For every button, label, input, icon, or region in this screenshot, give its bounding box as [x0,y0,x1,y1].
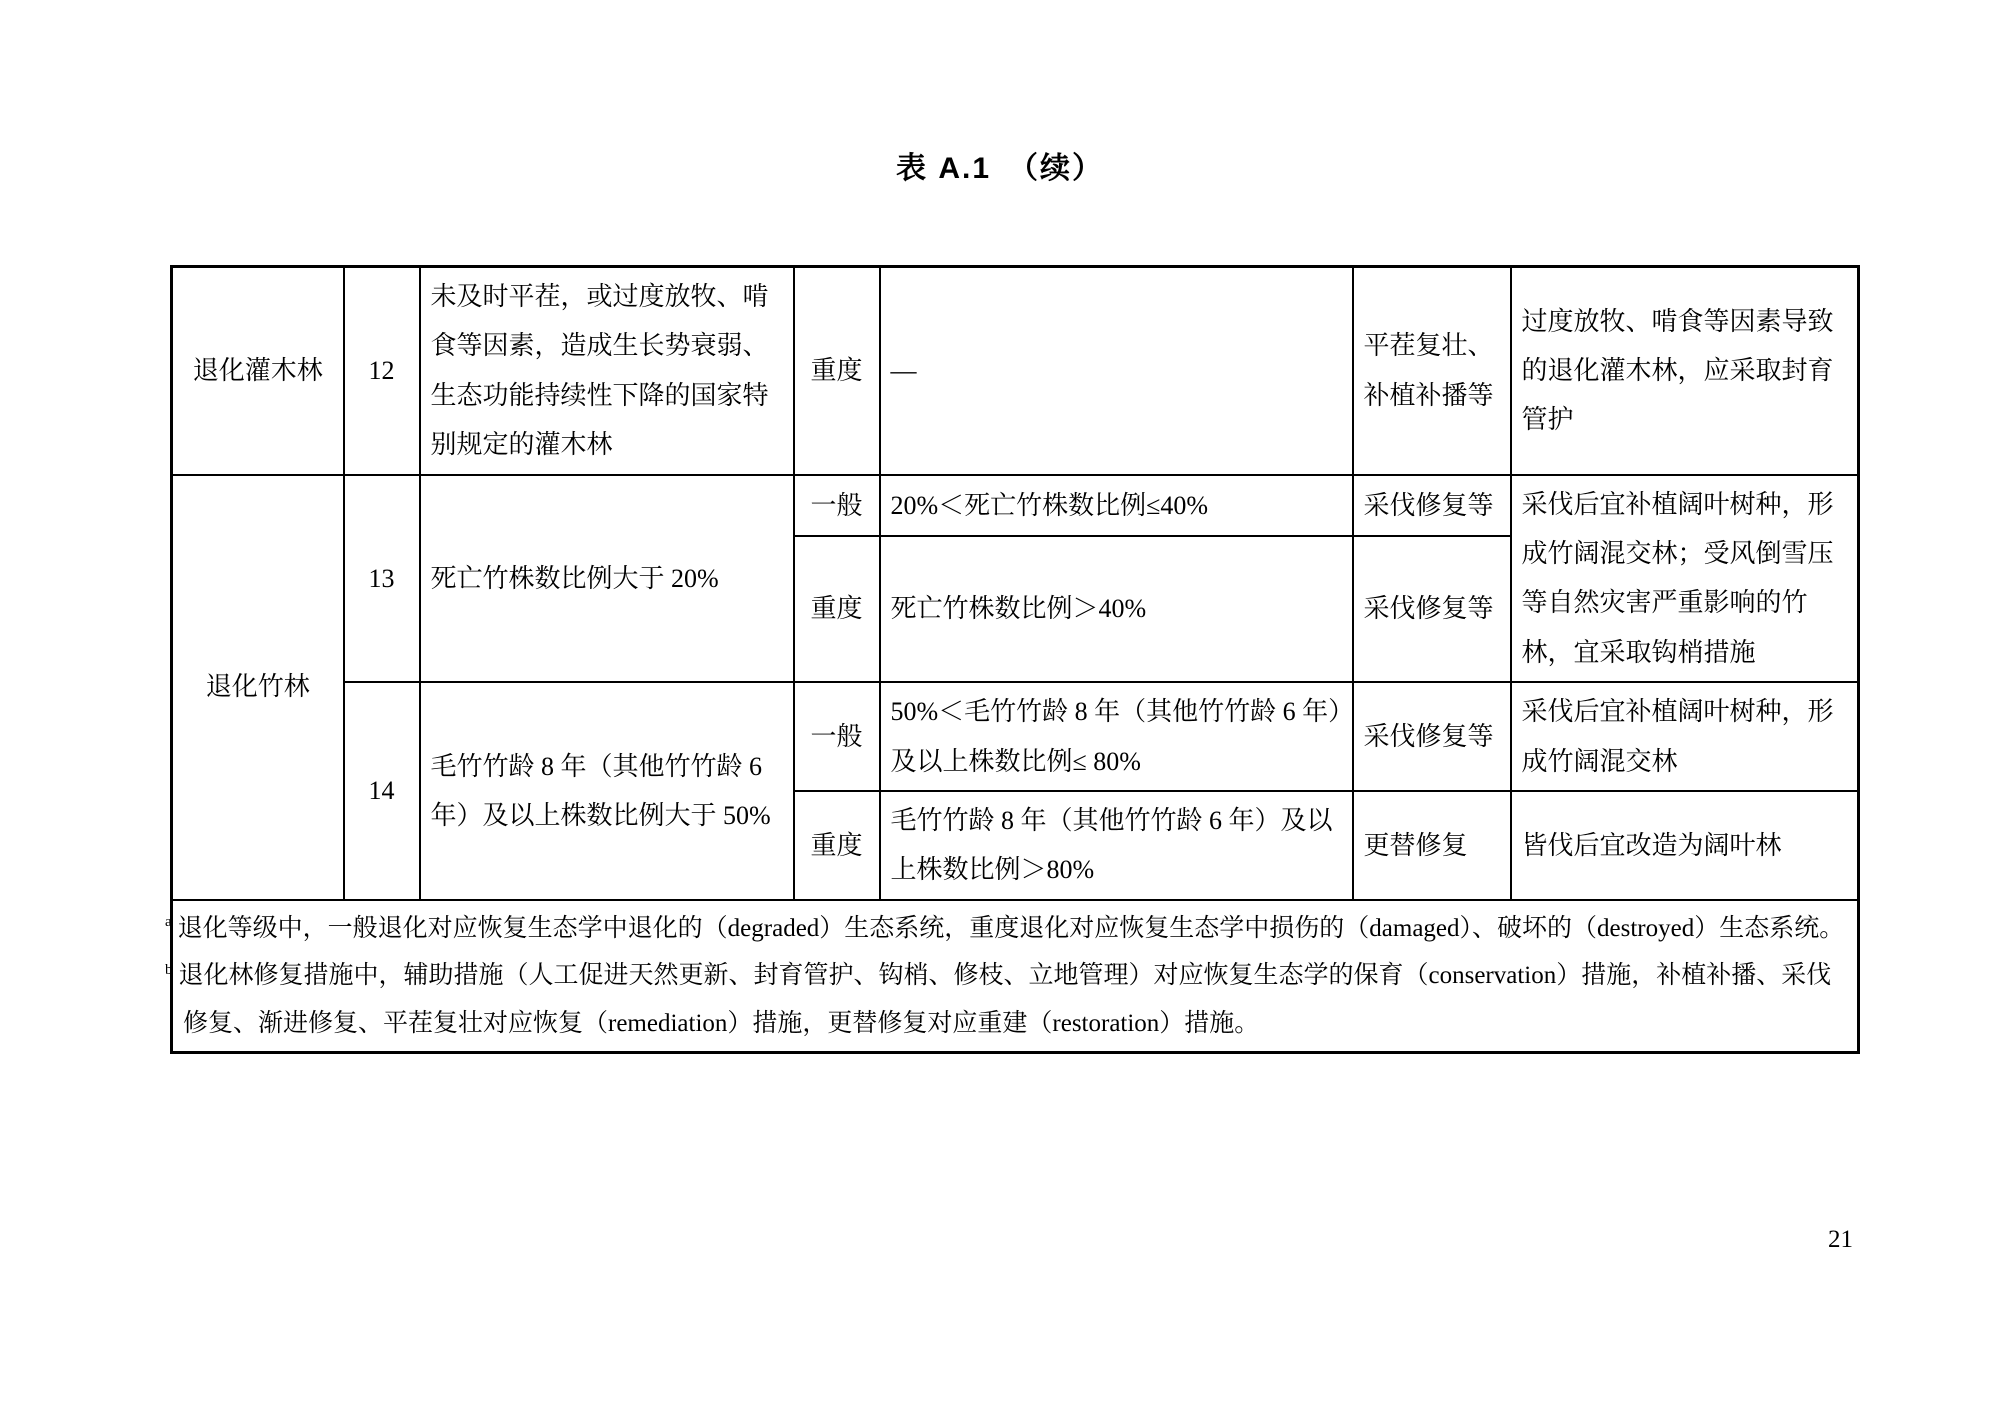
cell-grade-14-severe: 重度 [794,791,880,900]
cell-criteria-12: — [880,267,1353,475]
cell-remark-12: 过度放牧、啃食等因素导致的退化灌木林，应采取封育管护 [1511,267,1859,475]
cell-measure-14-general: 采伐修复等 [1353,682,1511,791]
cell-grade-14-general: 一般 [794,682,880,791]
table-row [172,682,1859,791]
cell-feature-13: 死亡竹株数比例大于 20% [420,475,794,683]
cell-criteria-14-general: 50%＜毛竹竹龄 8 年（其他竹竹龄 6 年）及以上株数比例≤ 80% [880,682,1353,791]
cell-serial-14: 14 [344,682,420,900]
cell-remark-14-severe: 皆伐后宜改造为阔叶林 [1511,791,1859,900]
footnote-text: 退化林修复措施中，辅助措施（人工促进天然更新、封育管护、钩梢、修枝、立地管理）对应恢复生态学的保育（conservation）措施，补植补播、采伐修复、渐进修复、平茬复壮对应恢复（remediation）措施，更替修复对应重建（restoration）措施。 [178,962,1832,1037]
table-row [172,267,1859,475]
cell-remark-13: 采伐后宜补植阔叶树种，形成竹阔混交林；受风倒雪压等自然灾害严重影响的竹林，宜采取钩梢措施 [1511,475,1859,683]
degraded-forest-table [165,265,1860,1054]
cell-serial-12: 12 [344,267,420,475]
cell-criteria-14-severe: 毛竹竹龄 8 年（其他竹竹龄 6 年）及以上株数比例＞80% [880,791,1353,900]
cell-grade-13-general: 一般 [794,475,880,537]
cell-serial-13: 13 [344,475,420,683]
cell-measure-13-severe: 采伐修复等 [1353,536,1511,682]
cell-remark-14-general: 采伐后宜补植阔叶树种，形成竹阔混交林 [1511,682,1859,791]
table-row [172,475,1859,537]
footnote-marker: b [165,961,173,978]
cell-measure-13-general: 采伐修复等 [1353,475,1511,537]
cell-forest-type-12: 退化灌木林 [172,267,344,475]
cell-measure-12: 平茬复壮、补植补播等 [1353,267,1511,475]
footnote-b [165,952,1847,1047]
footnote-cell [165,900,1859,1053]
footnote-text: 退化等级中，一般退化对应恢复生态学中退化的（degraded）生态系统，重度退化对应恢复生态学中损伤的（damaged）、破坏的（destroyed）生态系统。 [177,914,1845,942]
cell-criteria-13-severe: 死亡竹株数比例＞40% [880,536,1353,682]
cell-criteria-13-general: 20%＜死亡竹株数比例≤40% [880,475,1353,537]
page-number: 21 [1828,1226,1853,1253]
cell-grade-13-severe: 重度 [794,536,880,682]
footnote-marker: a [165,914,172,931]
footnote-a [165,905,1847,953]
cell-feature-12: 未及时平茬，或过度放牧、啃食等因素，造成生长势衰弱、生态功能持续性下降的国家特别规定的灌木林 [420,267,794,475]
footnote-row [172,900,1859,1053]
table-title: 表 A.1 （续） [895,152,1105,185]
cell-feature-14: 毛竹竹龄 8 年（其他竹竹龄 6 年）及以上株数比例大于 50% [420,682,794,900]
cell-grade-12: 重度 [794,267,880,475]
cell-forest-type-bamboo: 退化竹林 [172,475,344,900]
cell-measure-14-severe: 更替修复 [1353,791,1511,900]
